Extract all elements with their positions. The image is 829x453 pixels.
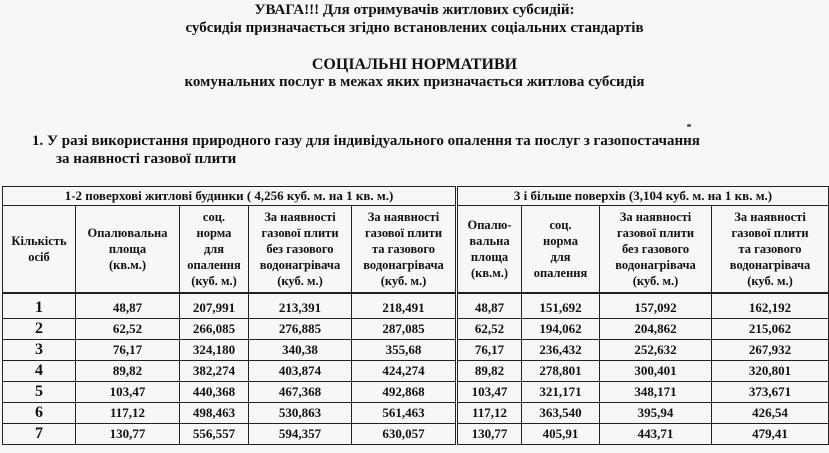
table-cell: 276,885: [249, 319, 352, 340]
table-cell: 278,801: [522, 361, 600, 382]
page-title: СОЦІАЛЬНІ НОРМАТИВИ: [311, 56, 518, 73]
table-cell: 76,17: [457, 340, 522, 361]
table-cell: 530,863: [249, 403, 352, 424]
table-cell: 594,357: [249, 424, 352, 445]
table-cell: 117,12: [76, 403, 180, 424]
persons-cell: 5: [3, 382, 76, 403]
table-cell: 76,17: [76, 340, 180, 361]
col-header-persons: Кількість осіб: [3, 206, 76, 294]
table-cell: 348,171: [600, 382, 712, 403]
scan-speck: [687, 124, 691, 127]
table-cell: 561,463: [352, 403, 457, 424]
table-cell: 266,085: [180, 319, 249, 340]
table-row: [3, 319, 829, 340]
table-cell: 213,391: [249, 293, 352, 319]
persons-cell: 1: [3, 293, 76, 319]
table-cell: 479,41: [712, 424, 829, 445]
table-row: [3, 424, 829, 445]
table-cell: 498,463: [180, 403, 249, 424]
col-header-stove-with-heater: За наявності газової плити та газового водонагрівача (куб. м.): [352, 206, 457, 294]
col-header-stove-no-heater-2: За наявності газової плити без газового водонагрівача (куб. м.): [600, 206, 712, 294]
table-cell: 324,180: [180, 340, 249, 361]
table-body: [3, 293, 829, 445]
table-cell: 89,82: [457, 361, 522, 382]
table-cell: 117,12: [457, 403, 522, 424]
table-cell: 48,87: [457, 293, 522, 319]
table-cell: 236,432: [522, 340, 600, 361]
persons-cell: 7: [3, 424, 76, 445]
table-row: [3, 361, 829, 382]
table-cell: 363,540: [522, 403, 600, 424]
table-cell: 424,274: [352, 361, 457, 382]
section-heading-continued: за наявності газової плити: [56, 151, 237, 167]
table-cell: 62,52: [457, 319, 522, 340]
table-cell: 492,868: [352, 382, 457, 403]
table-cell: 162,192: [712, 293, 829, 319]
group-header-high-rise: 3 і більше поверхів (3,104 куб. м. на 1 кв. м.): [457, 187, 829, 206]
social-norms-table: [2, 186, 829, 445]
persons-cell: 2: [3, 319, 76, 340]
persons-cell: 3: [3, 340, 76, 361]
table-cell: 194,062: [522, 319, 600, 340]
table-cell: 130,77: [457, 424, 522, 445]
table-cell: 373,671: [712, 382, 829, 403]
persons-cell: 6: [3, 403, 76, 424]
table-cell: 395,94: [600, 403, 712, 424]
warning-subtitle: субсидія призначається згідно встановлених соціальних стандартів: [185, 20, 644, 36]
table-cell: 467,368: [249, 382, 352, 403]
table-cell: 321,171: [522, 382, 600, 403]
table-cell: 440,368: [180, 382, 249, 403]
table-cell: 556,557: [180, 424, 249, 445]
table-cell: 320,801: [712, 361, 829, 382]
table-cell: 204,862: [600, 319, 712, 340]
section-heading: 1. У разі використання природного газу для індивідуального опалення та послуг з газопостачання: [32, 133, 700, 149]
table-cell: 443,71: [600, 424, 712, 445]
table-cell: 267,932: [712, 340, 829, 361]
warning-heading: УВАГА!!! Для отримувачів житлових субсидій:: [254, 2, 575, 18]
col-header-heating-norm: соц. норма для опалення (куб. м.): [180, 206, 249, 294]
table-cell: 215,062: [712, 319, 829, 340]
table-cell: 252,632: [600, 340, 712, 361]
table-cell: 48,87: [76, 293, 180, 319]
table-row: [3, 403, 829, 424]
table-cell: 287,085: [352, 319, 457, 340]
col-header-stove-no-heater: За наявності газової плити без газового водонагрівача (куб. м.): [249, 206, 352, 294]
table-cell: 403,874: [249, 361, 352, 382]
page-subtitle: комунальних послуг в межах яких призначається житлова субсидія: [184, 74, 645, 90]
table-cell: 355,68: [352, 340, 457, 361]
table-cell: 103,47: [457, 382, 522, 403]
table-row: [3, 382, 829, 403]
table-cell: 130,77: [76, 424, 180, 445]
table-cell: 157,092: [600, 293, 712, 319]
table-cell: 151,692: [522, 293, 600, 319]
table-cell: 62,52: [76, 319, 180, 340]
table-cell: 405,91: [522, 424, 600, 445]
table-cell: 426,54: [712, 403, 829, 424]
table-cell: 89,82: [76, 361, 180, 382]
group-header-low-rise: 1-2 поверхові житлові будинки ( 4,256 куб. м. на 1 кв. м.): [3, 187, 457, 206]
col-header-heated-area-2: Опалю- вальна площа (кв.м.): [457, 206, 522, 294]
col-header-stove-with-heater-2: За наявності газової плити та газового водонагрівача (куб. м.): [712, 206, 829, 294]
persons-cell: 4: [3, 361, 76, 382]
table-row: [3, 340, 829, 361]
table-cell: 340,38: [249, 340, 352, 361]
col-header-heated-area: Опалювальна площа (кв.м.): [76, 206, 180, 294]
table-row: [3, 293, 829, 319]
col-header-heating-norm-2: соц. норма для опалення: [522, 206, 600, 294]
table-cell: 630,057: [352, 424, 457, 445]
table-cell: 382,274: [180, 361, 249, 382]
table-cell: 218,491: [352, 293, 457, 319]
table-cell: 103,47: [76, 382, 180, 403]
table-cell: 300,401: [600, 361, 712, 382]
table-cell: 207,991: [180, 293, 249, 319]
